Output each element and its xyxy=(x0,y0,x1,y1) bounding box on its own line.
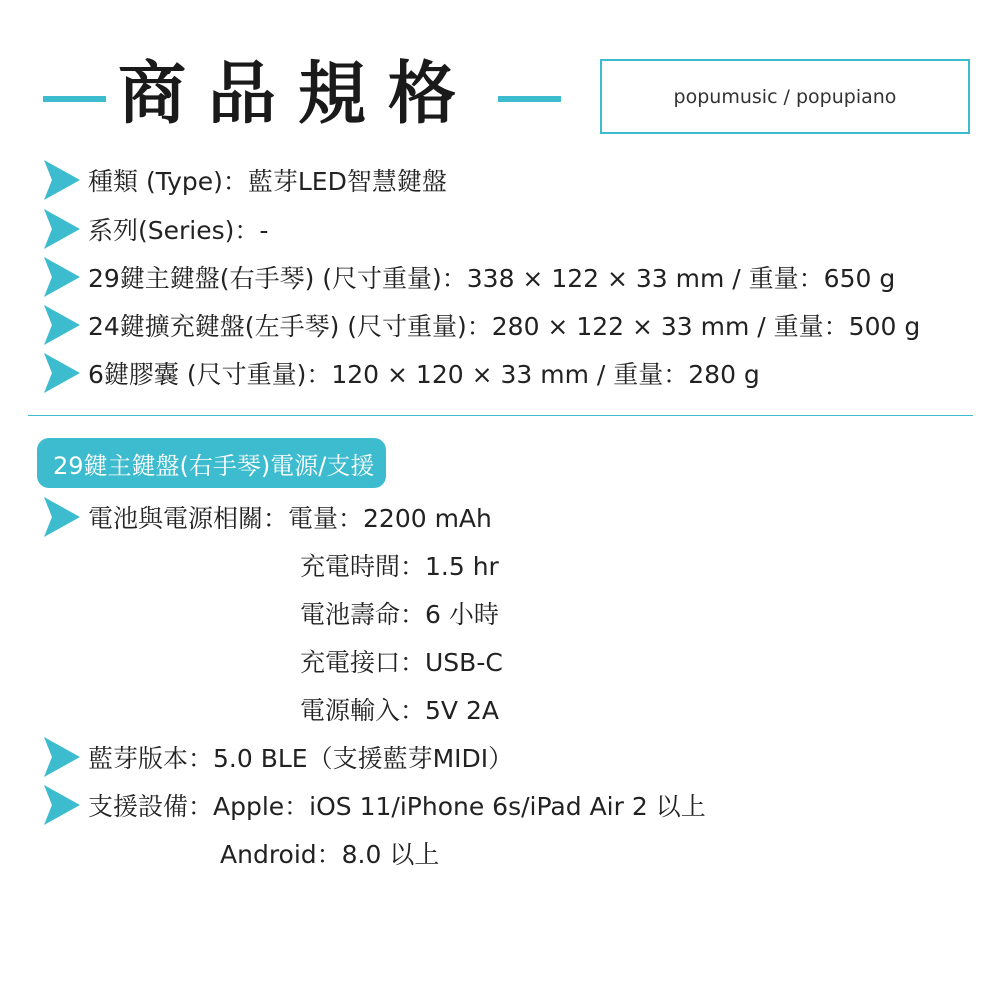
power-label: 電池與電源相關：電量：2200 mAh xyxy=(88,504,492,533)
page-title: 商品規格 xyxy=(118,55,479,134)
spec-text: 24鍵擴充鍵盤(左手琴) (尺寸重量)：280 × 122 × 33 mm / 重量：500 g xyxy=(88,312,921,341)
arrow-icon xyxy=(44,305,80,345)
spec-text: 系列(Series)：- xyxy=(88,216,269,245)
arrow-icon xyxy=(44,353,80,393)
spec-6-key xyxy=(44,351,760,395)
power-row xyxy=(44,495,492,539)
devices-row xyxy=(44,783,706,827)
spec-type xyxy=(44,158,447,202)
arrow-icon xyxy=(44,160,80,200)
arrow-icon xyxy=(44,257,80,297)
spec-29-key xyxy=(44,255,895,299)
battery-life: 電池壽命：6 小時 xyxy=(300,600,499,629)
charge-time: 充電時間：1.5 hr xyxy=(300,552,499,581)
charge-port: 充電接口：USB-C xyxy=(300,648,503,677)
spec-text: 6鍵膠囊 (尺寸重量)：120 × 120 × 33 mm / 重量：280 g xyxy=(88,360,760,389)
brand-box xyxy=(600,59,970,134)
arrow-icon xyxy=(44,497,80,537)
section-divider xyxy=(28,415,973,416)
section-badge: 29鍵主鍵盤(右手琴)電源/支援 xyxy=(37,438,386,488)
devices-text: 支援設備：Apple：iOS 11/iPhone 6s/iPad Air 2 以上 xyxy=(88,792,706,821)
bluetooth-row xyxy=(44,735,513,779)
arrow-icon xyxy=(44,785,80,825)
arrow-icon xyxy=(44,209,80,249)
spec-text: 29鍵主鍵盤(右手琴) (尺寸重量)：338 × 122 × 33 mm / 重量：650 g xyxy=(88,264,896,293)
brand-label: popumusic / popupiano xyxy=(673,85,897,108)
spec-24-key xyxy=(44,303,920,347)
title-line-left xyxy=(43,96,106,102)
title-line-right xyxy=(498,96,561,102)
spec-text: 種類 (Type)：藍芽LED智慧鍵盤 xyxy=(88,167,447,196)
power-input: 電源輸入：5V 2A xyxy=(300,696,499,725)
android-support: Android：8.0 以上 xyxy=(220,840,440,869)
bluetooth-text: 藍芽版本：5.0 BLE（支援藍芽MIDI） xyxy=(88,744,514,773)
spec-series xyxy=(44,207,268,251)
arrow-icon xyxy=(44,737,80,777)
